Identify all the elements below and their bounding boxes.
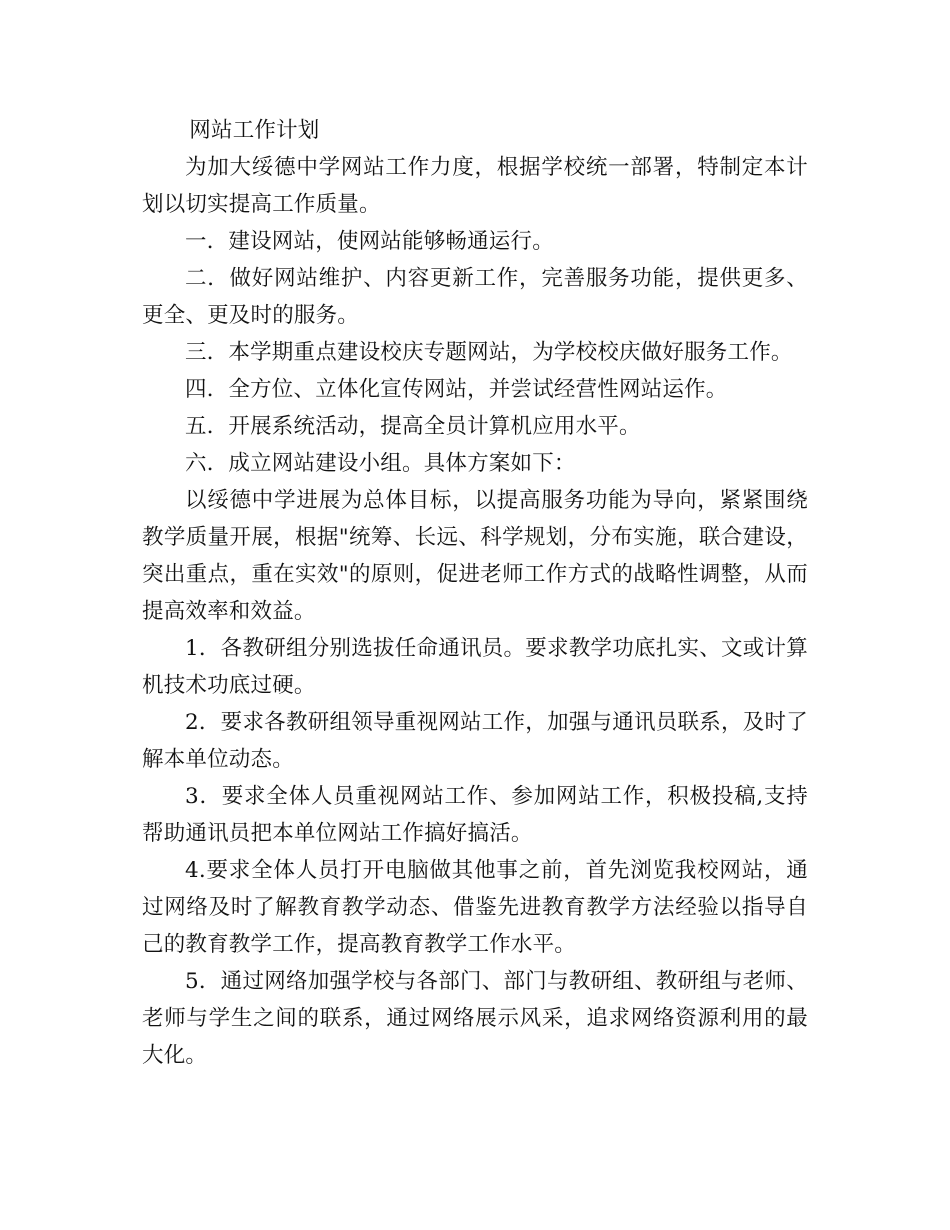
paragraph-measure-1: 1．各教研组分别选拔任命通讯员。要求教学功底扎实、文或计算机技术功底过硬。 — [142, 636, 808, 698]
paragraph-goal: 以绥德中学进展为总体目标，以提高服务功能为导向，紧紧围绕教学质量开展，根据"统筹、长远、科学规划，分布实施，联合建设，突出重点，重在实效"的原则，促进老师工作方式的战略性调整，从而提高效率和效益。 — [142, 488, 808, 624]
paragraph-item-6: 六．成立网站建设小组。具体方案如下： — [185, 451, 576, 476]
paragraph-measure-3: 3．要求全体人员重视网站工作、参加网站工作，积极投稿,支持帮助通讯员把本单位网站工作搞好搞活。 — [142, 784, 808, 846]
paragraph-measure-4: 4.要求全体人员打开电脑做其他事之前，首先浏览我校网站，通过网络及时了解教育教学动态、借鉴先进教育教学方法经验以指导自己的教育教学工作，提高教育教学工作水平。 — [142, 858, 808, 957]
document-body — [142, 112, 808, 1074]
paragraph-measure-5: 5．通过网络加强学校与各部门、部门与教研组、教研组与老师、老师与学生之间的联系，通过网络展示风采，追求网络资源利用的最大化。 — [142, 969, 808, 1068]
document-title: 网站工作计划 — [189, 118, 320, 143]
paragraph-item-4: 四．全方位、立体化宣传网站，并尝试经营性网站运作。 — [185, 377, 728, 402]
paragraph-intro: 为加大绥德中学网站工作力度，根据学校统一部署，特制定本计划以切实提高工作质量。 — [142, 155, 808, 217]
paragraph-item-5: 五．开展系统活动，提高全员计算机应用水平。 — [185, 414, 641, 439]
paragraph-item-2: 二．做好网站维护、内容更新工作，完善服务功能，提供更多、更全、更及时的服务。 — [142, 266, 808, 328]
paragraph-measure-2: 2．要求各教研组领导重视网站工作，加强与通讯员联系，及时了解本单位动态。 — [142, 710, 808, 772]
paragraph-item-1: 一．建设网站，使网站能够畅通运行。 — [185, 229, 554, 254]
paragraph-item-3: 三．本学期重点建设校庆专题网站，为学校校庆做好服务工作。 — [185, 340, 793, 365]
